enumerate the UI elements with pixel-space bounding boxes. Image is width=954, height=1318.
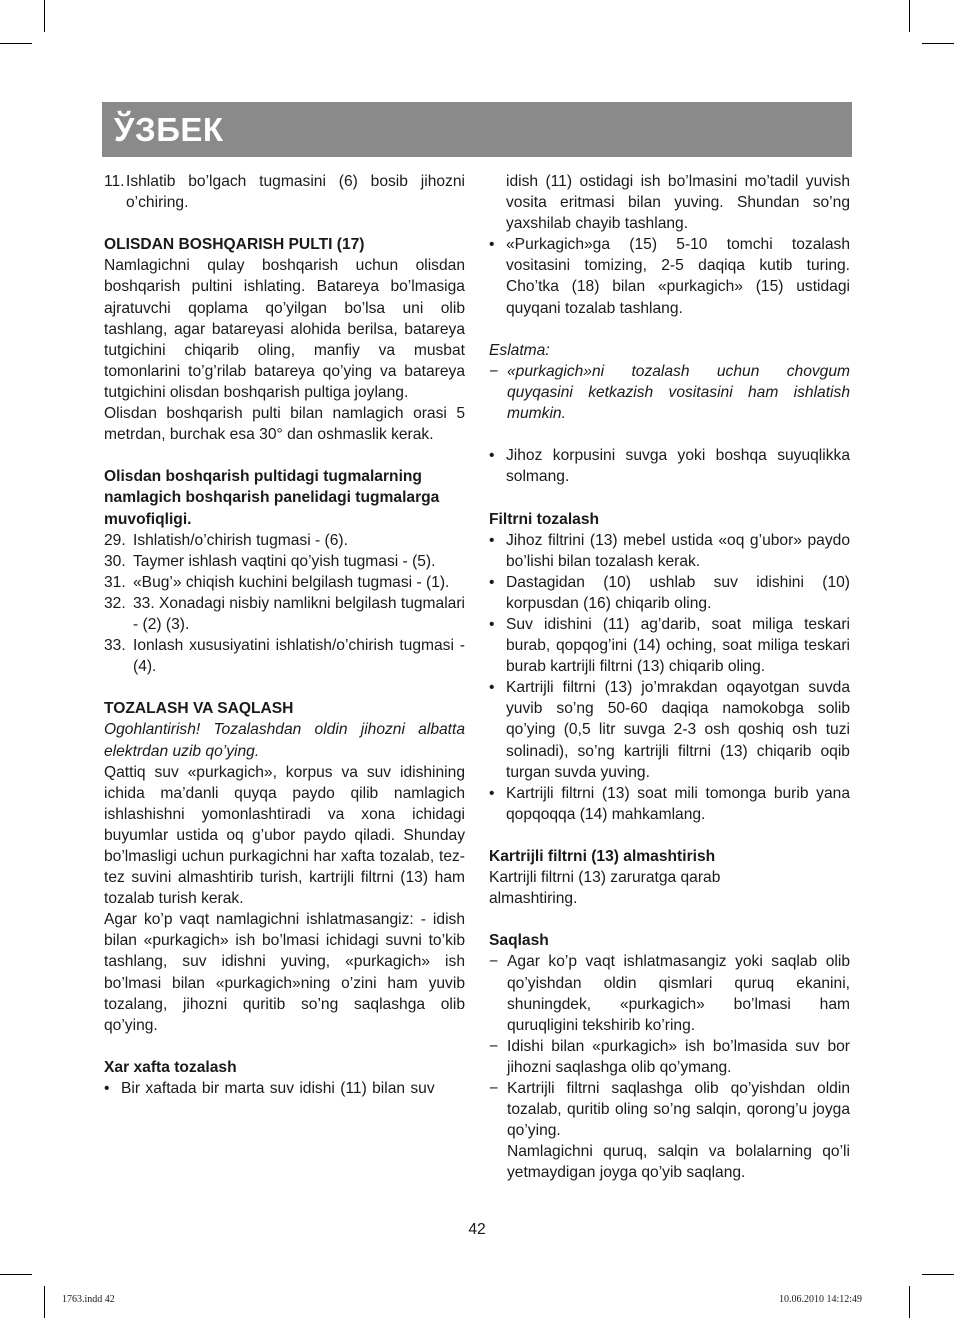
section-heading: Olisdan boshqarish pultidagi tugmalarning namlagich boshqarish panelidagi tugmalarga muvofiqligi. [104, 468, 440, 528]
list-item: − Idishi bilan «purkagich» ish bo’lmasida suv bor jihozni saqlashga olib qo’ymang. [489, 1036, 850, 1078]
item-number: 11. [104, 173, 125, 190]
left-column [104, 171, 465, 1099]
note-heading: Eslatma: [489, 341, 550, 359]
list-item: 11. Ishlatib bo’lgach tugmasini (6) bosib jihozni o’chiring. [104, 171, 465, 213]
paragraph: Qattiq suv «purkagich», korpus va suv idishining ichida ma’danli quyqa paydo qilib namlagich ishlashishni yomonlashtiradi va xona ichidagi buyumlar ustida oq g’ubor paydo qiladi. Shunday bo’lmasligi uchun purkagichni har xafta tozalab, tez-tez suvini almashtirib turish, kartrijli filtrni (13) ham tozalab turish kerak. [104, 763, 465, 908]
list-item: • Jihoz korpusini suvga yoki boshqa suyuqlikka solmang. [489, 445, 850, 487]
paragraph: Namlagichni qulay boshqarish uchun olisdan boshqarish pultini ishlating. Batareya bo’lmasiga ajratuvchi qoplama qo’yilgan bo’lsa uni olib tashlang, agar batareyasi alohida berilsa, batareya tutgichini chiqarib oling, manfiy va musbat tomonlarini to’g’rilab batareya qo’ying va batareya tutgichini olisdan boshqarish pultiga joylang. [104, 257, 465, 401]
bullet-icon: • [489, 236, 495, 254]
list-item: • «Purkagich»ga (15) 5-10 tomchi tozalash vositasini tomizing, 2-5 daqiqa kutib turing. Cho’tka (18) bilan «purkagich» (15) ustidagi quyqani tozalab tashlang. [489, 234, 850, 318]
footer-file: 1763.indd 42 [62, 1294, 115, 1305]
bullet-icon: • [104, 1080, 110, 1098]
list-item: 32. 33. Xonadagi nisbiy namlikni belgilash tugmalari - (2) (3). [104, 594, 465, 633]
crop-mark [909, 0, 910, 32]
bullet-icon: • [489, 784, 495, 802]
dash-icon: − [489, 953, 499, 971]
list-item: 33. Ionlash xususiyatini ishlatish/o’chirish tugmasi - (4). [104, 637, 465, 676]
bullet-icon: • [489, 447, 495, 465]
list-item: 31. «Bug’» chiqish kuchini belgilash tugmasi - (1). [104, 573, 450, 591]
list-item: • Kartrijli filtrni (13) jo’mrakdan oqayotgan suvda yuvib so’ng 50-60 daqiqa namokobga solib qo’ying (0,5 litr suvga 2-3 osh qoshiq osh tuzi solinadi), so’ng kartrijli filtrni (13) chiqarib oqib turgan suvda yuving. [489, 677, 850, 782]
section-heading: OLISDAN BOSHQARISH PULTI (17) [104, 236, 365, 254]
list-item: − Agar ko’p vaqt ishlatmasangiz yoki saqlab olib qo’yishdan oldin qismlari quruq ekanini, shuningdek, «purkagich» bo’lmasi ham quruqligini tekshirib ko’ring. [489, 951, 850, 1035]
list-item: 30. Taymer ishlash vaqtini qo’yish tugmasi - (5). [104, 552, 436, 570]
dash-icon: − [489, 362, 499, 380]
list-item: 29. Ishlatish/o’chirish tugmasi - (6). [104, 531, 348, 549]
crop-mark [922, 43, 954, 44]
crop-mark [909, 1286, 910, 1318]
section-heading: Xar xafta tozalash [104, 1058, 237, 1076]
crop-mark [44, 1286, 45, 1318]
section-heading: Filtrni tozalash [489, 510, 600, 528]
paragraph: idish (11) ostidagi ish bo’lmasini mo’tadil yuvish vosita eritmasi bilan yuving. Shundan so’ng yaxshilab chayib tashlang. [506, 173, 850, 233]
list-item: • Dastagidan (10) ushlab suv idishini (10) korpusdan (16) chiqarib oling. [489, 572, 850, 614]
bullet-icon: • [489, 679, 495, 697]
section-heading: TOZALASH VA SAQLASH [104, 700, 294, 718]
paragraph: Namlagichni quruq, salqin va bolalarning qo’li yetmaydigan joyga qo’yib saqlang. [507, 1143, 850, 1182]
crop-mark [922, 1274, 954, 1275]
crop-mark [0, 1274, 32, 1275]
right-column [489, 171, 850, 1184]
crop-mark [44, 0, 45, 32]
footer-date: 10.06.2010 14:12:49 [779, 1294, 863, 1305]
crop-mark [0, 43, 32, 44]
paragraph-line: Kartrijli filtrni (13) zaruratga qarab [489, 869, 721, 887]
list-item: • Jihoz filtrini (13) mebel ustida «oq g’ubor» paydo bo’lishi bilan tozalash kerak. [489, 530, 850, 572]
list-item: − Kartrijli filtrni saqlashga olib qo’yishdan oldin tozalab, quritib oling so’ng salqin, qorong’u joyga qo’ying. [489, 1078, 850, 1141]
bullet-icon: • [489, 531, 495, 549]
section-heading: Kartrijli filtrni (13) almashtirish [489, 848, 716, 865]
section-heading: Saqlash [489, 932, 549, 950]
list-item: • Kartrijli filtrni (13) soat mili tomonga burib yana qopqoqqa (14) mahkamlang. [489, 783, 850, 825]
list-item: • Bir xaftada bir marta suv idishi (11) bilan suv [104, 1078, 465, 1099]
list-item: • Suv idishini (11) ag’darib, soat miliga teskari burab, qopqog’ini (14) oching, soat miliga teskari burab kartrijli filtrni (13) chiqarib oling. [489, 614, 850, 677]
bullet-icon: • [489, 615, 495, 633]
language-header-bar [102, 102, 852, 157]
dash-icon: − [489, 1080, 499, 1098]
dash-icon: − [489, 1037, 499, 1055]
paragraph-line: almashtiring. [489, 890, 578, 908]
paragraph: Agar ko’p vaqt namlagichni ishlatmasangiz: - idish bilan «purkagich» ish bo’lmasi ichidagi suvni to’kib tashlang, suv idishni yuving, «purkagich» ish bo’lmasi bilan «purkagich»ning o’zini ham yuvib tozalang, jihozni quritib so’ng saqlashga olib qo’ying. [104, 911, 465, 1034]
page-number: 42 [468, 1221, 486, 1238]
paragraph: Olisdan boshqarish pulti bilan namlagich orasi 5 metrdan, burchak esa 30° dan oshmaslik kerak. [104, 405, 465, 444]
note-item: − «purkagich»ni tozalash uchun chovgum quyqasini ketkazish vositasini ham ishlatish mumkin. [489, 361, 850, 424]
bullet-icon: • [489, 573, 495, 591]
page-title: ЎЗБЕК [114, 111, 224, 148]
warning-text: Ogohlantirish! Tozalashdan oldin jihozni albatta elektrdan uzib qo’ying. [104, 721, 465, 760]
